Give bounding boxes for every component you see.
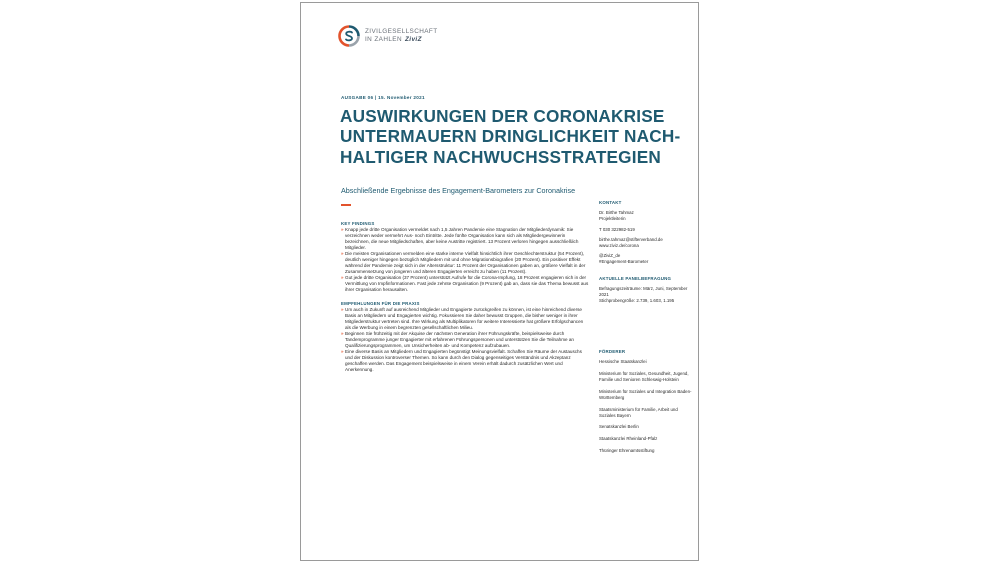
- sidebar: [599, 200, 694, 460]
- list-item: » Beginnen Sie frühzeitig mit der Akquise der nächsten Generation ihrer Führungskräfte, beispielsweise durch Tandemprogramme junger Engagierter mit erfahrenen Führungspersonen und unterstützen Sie die Teilnahme an Qualifizierungsprogrammen, um Unsicherheiten ab- und Kompetenz aufzubauen.: [341, 331, 589, 349]
- list-item: » Eine diverse Basis an Mitgliedern und Engagierten begünstigt Meinungsvielfalt. Schaffen Sie Räume der Austauschs und der Diskussion kontroverser Themen. So kann durch den Dialog gegenseitiges Verständnis und Akzeptanz geschaffen werden. Das Engagement beispielsweise in einem Verein erhält dadurch zusätzlichen Wert und Anerkennung.: [341, 349, 589, 373]
- page-subtitle: Abschließende Ergebnisse des Engagement-Barometers zur Coronakrise: [341, 186, 576, 195]
- sponsor-item: Staatsministerium für Familie, Arbeit und Soziales Bayern: [599, 406, 678, 418]
- key-findings-list: [341, 227, 589, 293]
- social-handle-link[interactable]: @ZiviZ_de: [599, 253, 621, 258]
- sponsor-item: Hessische Staatskanzlei: [599, 359, 647, 365]
- page-title: AUSWIRKUNGEN DER CORONAKRISE UNTERMAUERN DRINGLICHKEIT NACH-HALTIGER NACHWUCHSSTRATEGIEN: [340, 106, 681, 167]
- ziviz-logo-icon: [338, 25, 360, 47]
- contact-web-link[interactable]: www.ziviz.de/corona: [599, 242, 639, 248]
- social-hashtag-link[interactable]: #Engagement-Barometer: [599, 258, 649, 264]
- sponsor-item: Ministerium für Soziales, Gesundheit, Jugend, Familie und Senioren Schleswig-Holstein: [599, 371, 689, 382]
- sponsor-item: Ministerium für Soziales und Integration Baden-Württemberg: [599, 388, 692, 400]
- sponsor-item: Senatskanzlei Berlin: [599, 424, 639, 430]
- logo-line2: IN ZAHLEN: [365, 35, 402, 43]
- survey-heading: AKTUELLE PANELBEFRAGUNG: [599, 275, 672, 281]
- survey-sample: Stichprobengröße: 2.739, 1.603, 1.195: [599, 297, 675, 303]
- logo-wordmark: [365, 28, 438, 43]
- sponsors-heading: FÖRDERER: [599, 348, 626, 354]
- issue-label: AUSGABE 06 | 15. November 2021: [341, 95, 425, 100]
- contact-heading: KONTAKT: [599, 200, 622, 205]
- document-page: [300, 2, 699, 561]
- recommendations-list: [341, 307, 589, 373]
- sponsor-item: Staatskanzlei Rheinland-Pfalz: [599, 436, 658, 442]
- accent-rule: [341, 204, 351, 206]
- sponsor-item: Thüringer Ehrenamtsstiftung: [599, 448, 655, 454]
- main-column: [341, 221, 589, 373]
- recommendations-heading: EMPFEHLUNGEN FÜR DIE PRAXIS: [341, 301, 420, 307]
- contact-phone: T 030 322982-519: [599, 226, 635, 232]
- logo-line1: ZIVILGESELLSCHAFT: [365, 28, 438, 35]
- list-item: » Gut jede dritte Organisation (37 Prozent) unterstützt Aufrufe für die Corona-Impfung, 18 Prozent engagieren sich in der Vermittlung von Impfinformationen. Fast jede zehnte Organisation (9 Prozent) gab an, dass sie das Thema bewusst aus ihrer Organisation herausalten.: [341, 275, 589, 293]
- contact-email-link[interactable]: birthe.tahmaz@stifterverband.de: [599, 236, 663, 242]
- contact-role: Projektleiterin: [599, 216, 626, 222]
- list-item: » Um auch in Zukunft auf ausreichend Mitglieder und Engagierte zurückgreifen zu können, ist eine hinreichend diverse Basis an Mitgliedern und Engagierten wichtig. Fokussieren Sie daher bewusst Gruppen, die bisher weniger in ihrer Mitgliederstruktur vertreten sind. Ihre Wirkung als Multiplikatoren für weitere Interessierte hat größere Erfolgschancen als die Werbung in einem begrenzten gesellschaftlichen Milieu.: [341, 307, 589, 331]
- survey-period: Befragungszeiträume: März, Juni, September 2021: [599, 286, 688, 298]
- key-findings-heading: KEY FINDINGS: [341, 221, 375, 226]
- list-item: » Knapp jede dritte Organisation vermeldet nach 1,5 Jahren Pandemie eine Stagnation der Mitgliederdynamik: Sie verzeichnen weder vermehrt Aus- noch Eintritte. Jede fünfte Organisation kann sich als Mitgliedergewinnerin bezeichnen, die neue Mitgliedschaften, aber keine Austritte registriert. 13 Prozent verloren hingegen ausschließlich Mitglieder.: [341, 227, 589, 251]
- logo-brand: ZiviZ: [404, 35, 422, 43]
- contact-name: Dr. Birthe Tahmaz: [599, 210, 634, 216]
- list-item: » Die meisten Organisationen vermelden eine starke interne Vielfalt hinsichtlich ihrer Geschlechterstruktur (54 Prozent), deutlich weniger hingegen bezüglich Mitgliedern mit und ohne Migrationsbiografien (20 Prozent). Ein positiver Effekt während der Pandemie zeigt sich in der Altersstruktur: 11 Prozent der Organisationen gaben an, größere Vielfalt in der Zusammensetzung von jüngeren und älteren Engagierten erreicht zu haben (11 Prozent).: [341, 251, 589, 275]
